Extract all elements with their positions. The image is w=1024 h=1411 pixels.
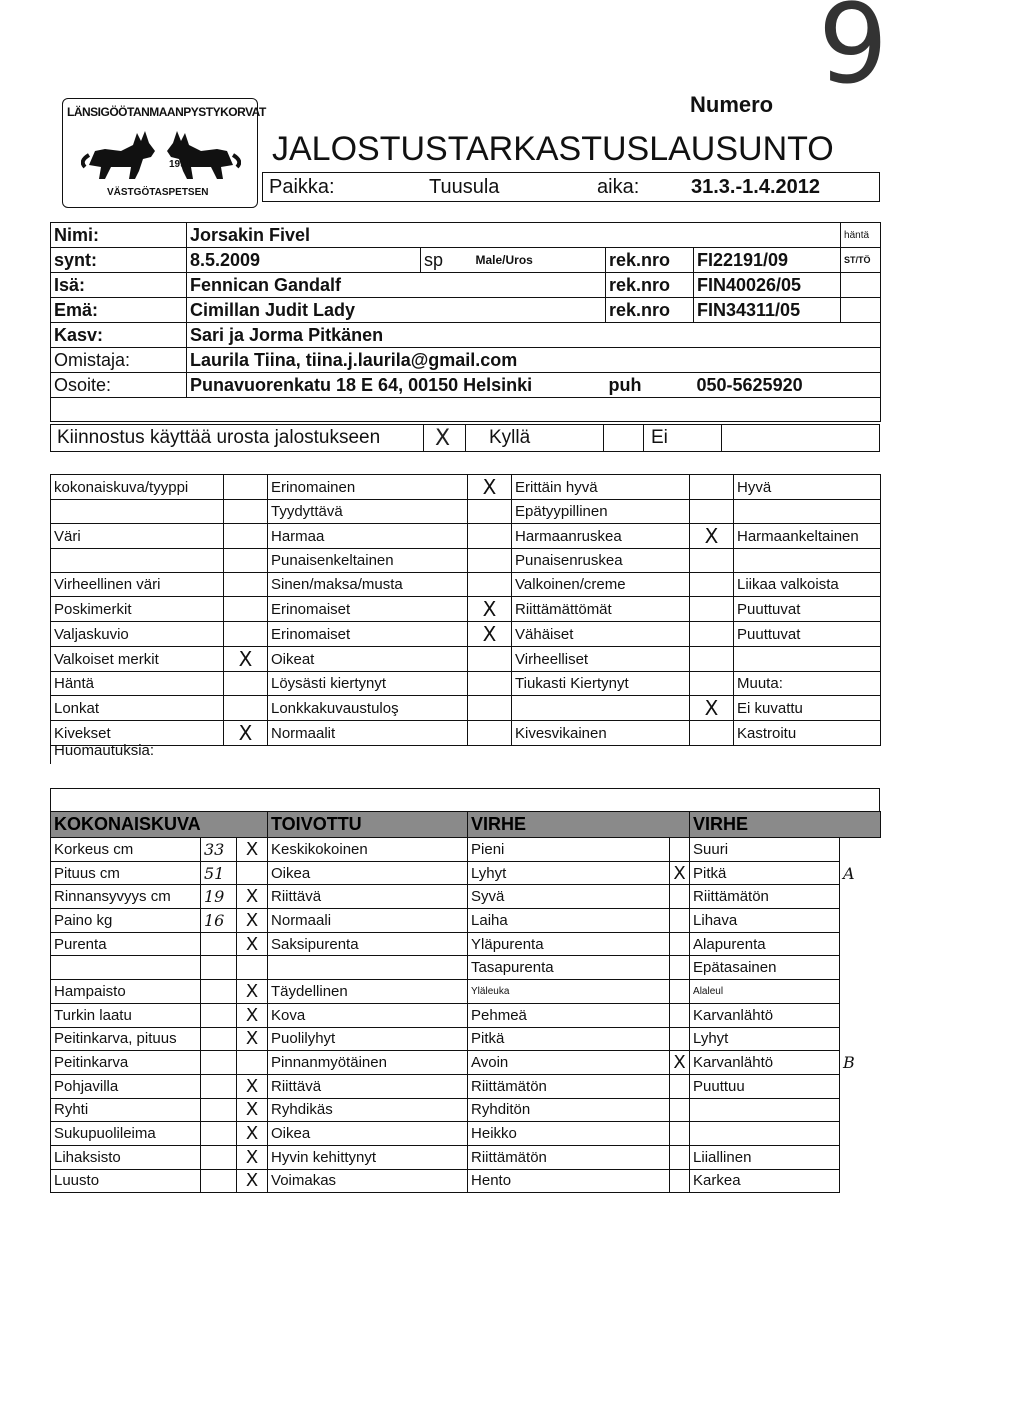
kokonaiskuva-cell: Alaleul [690,980,840,1004]
criteria-row [51,524,881,549]
rek-isa: FIN40026/05 [694,273,841,298]
criteria-cell: Ei kuvattu [734,696,881,721]
rek-label: rek.nro [606,273,694,298]
check-cell [468,524,512,549]
handwritten-cell: 51 [201,861,237,885]
criteria-cell [734,500,881,524]
check-cell [224,549,268,573]
interest-divider [465,425,466,451]
kokonaiskuva-cell: Lihava [690,909,840,933]
remarks-line [50,738,51,764]
kokonaiskuva-cell: Riittämätön [690,885,840,909]
handwritten-cell [840,1169,881,1193]
omistaja-label: Omistaja: [51,348,187,373]
criteria-cell [734,549,881,573]
handwritten-cell [840,980,881,1004]
kokonaiskuva-cell: Puolilyhyt [268,1027,468,1051]
kokonaiskuva-cell: Pohjavilla [51,1074,201,1098]
check-cell [224,622,268,647]
check-cell: X [237,980,268,1004]
criteria-cell: Punaisenruskea [512,549,690,573]
aika-value: 31.3.-1.4.2012 [691,176,820,198]
check-cell [224,500,268,524]
criteria-cell: Erinomaiset [268,622,468,647]
isa-row [51,273,881,298]
criteria-cell: Muuta: [734,672,881,696]
check-cell [670,1169,690,1193]
interest-no: Ei [651,427,668,448]
puh-value: 050-5625920 [694,373,881,398]
rek-label: rek.nro [606,248,694,273]
handwritten-cell [201,1169,237,1193]
place-time-bar [262,172,880,202]
kokonaiskuva-cell: Turkin laatu [51,1003,201,1027]
kokonaiskuva-cell: Riittämätön [468,1074,670,1098]
criteria-cell: Harmaankeltainen [734,524,881,549]
hanta-label: häntä [841,223,881,248]
criteria-cell: Valkoinen/creme [512,573,690,597]
criteria-cell: Harmaa [268,524,468,549]
handwritten-cell [201,1003,237,1027]
check-cell [468,500,512,524]
criteria-cell: Normaalit [268,721,468,746]
check-cell: X [237,932,268,956]
kokonaiskuva-cell: Pinnanmyötäinen [268,1051,468,1075]
page-title: JALOSTUSTARKASTUSLAUSUNTO [272,130,834,168]
check-cell: X [237,1169,268,1193]
kasv-row [51,323,881,348]
kokonaiskuva-cell: Kova [268,1003,468,1027]
rek-label: rek.nro [606,298,694,323]
criteria-row [51,672,881,696]
kokonaiskuva-cell: Paino kg [51,909,201,933]
kokonaiskuva-header: TOIVOTTU [268,812,468,838]
check-cell [224,696,268,721]
criteria-cell: Virheelliset [512,647,690,672]
handwritten-cell: 33 [201,838,237,862]
kokonaiskuva-cell: Riittävä [268,885,468,909]
remarks-label: Huomautuksia: [54,742,155,759]
check-cell: X [468,475,512,500]
sp-value: Male/Uros [473,248,606,273]
kokonaiskuva-cell: Karvanlähtö [690,1051,840,1075]
kokonaiskuva-row [51,861,881,885]
empty-cell [841,273,881,298]
interest-yes: Kyllä [489,427,531,448]
criteria-cell [512,696,690,721]
kokonaiskuva-cell: Avoin [468,1051,670,1075]
kokonaiskuva-cell: Täydellinen [268,980,468,1004]
interest-mark: X [435,426,451,451]
synt-row [51,248,881,273]
omistaja-row [51,348,881,373]
kokonaiskuva-header: KOKONAISKUVA [51,812,268,838]
sp-label: sp [421,248,473,273]
kokonaiskuva-cell: Purenta [51,932,201,956]
check-cell: X [237,1145,268,1169]
kokonaiskuva-cell: Liiallinen [690,1145,840,1169]
kokonaiskuva-row [51,1051,881,1075]
kokonaiskuva-cell: Karvanlähtö [690,1003,840,1027]
criteria-cell [51,549,224,573]
kokonaiskuva-row [51,838,881,862]
handwritten-cell [840,1003,881,1027]
criteria-cell: kokonaiskuva/tyyppi [51,475,224,500]
kokonaiskuva-cell: Laiha [468,909,670,933]
check-cell: X [670,1051,690,1075]
kokonaiskuva-row [51,956,881,980]
criteria-row [51,696,881,721]
check-cell [670,956,690,980]
handwritten-cell [840,1074,881,1098]
logo-top-text: LÄNSIGÖÖTANMAANPYSTYKORVAT [67,105,266,119]
kasv-value: Sari ja Jorma Pitkänen [187,323,881,348]
kokonaiskuva-cell: Pitkä [690,861,840,885]
criteria-cell: Puuttuvat [734,597,881,622]
check-cell [690,597,734,622]
criteria-cell: Sinen/maksa/musta [268,573,468,597]
kokonaiskuva-cell: Peitinkarva, pituus [51,1027,201,1051]
isa-value: Fennican Gandalf [187,273,606,298]
kokonaiskuva-cell: Suuri [690,838,840,862]
kokonaiskuva-cell: Ryhdikäs [268,1098,468,1122]
check-cell [224,672,268,696]
check-cell [224,597,268,622]
kokonaiskuva-cell [690,1122,840,1146]
rek-ema: FIN34311/05 [694,298,841,323]
check-cell [690,672,734,696]
check-cell [690,500,734,524]
check-cell [468,573,512,597]
ema-value: Cimillan Judit Lady [187,298,606,323]
check-cell: X [468,597,512,622]
check-cell [670,1074,690,1098]
check-cell [690,573,734,597]
interest-divider [643,425,644,451]
criteria-cell: Tyydyttävä [268,500,468,524]
paikka-value: Tuusula [429,176,500,198]
check-cell [670,1122,690,1146]
kokonaiskuva-cell: Pitkä [468,1027,670,1051]
handwritten-number: 9 [818,0,888,108]
rek-dog: FI22191/09 [694,248,841,273]
interest-divider [423,425,424,451]
check-cell [468,647,512,672]
logo-bottom-text: VÄSTGÖTASPETSEN [107,187,209,198]
kokonaiskuva-cell: Epätasainen [690,956,840,980]
criteria-row [51,475,881,500]
criteria-cell: Valkoiset merkit [51,647,224,672]
kokonaiskuva-cell: Puuttuu [690,1074,840,1098]
handwritten-cell [201,1027,237,1051]
criteria-cell: Riittämättömät [512,597,690,622]
criteria-cell: Erittäin hyvä [512,475,690,500]
kokonaiskuva-cell: Pituus cm [51,861,201,885]
criteria-row [51,721,881,746]
dog-info-table [50,222,881,422]
handwritten-cell [840,885,881,909]
check-cell [468,672,512,696]
check-cell [670,909,690,933]
handwritten-cell [840,1122,881,1146]
handwritten-cell [201,1074,237,1098]
criteria-row [51,549,881,573]
check-cell [224,524,268,549]
kokonaiskuva-cell: Yläleuka [468,980,670,1004]
handwritten-cell: B [843,1053,855,1073]
check-cell [690,549,734,573]
kokonaiskuva-cell: Luusto [51,1169,201,1193]
check-cell [670,1145,690,1169]
handwritten-cell [840,909,881,933]
kokonaiskuva-cell: Lyhyt [468,861,670,885]
kokonaiskuva-cell: Heikko [468,1122,670,1146]
osoite-value: Punavuorenkatu 18 E 64, 00150 Helsinki [187,373,606,398]
criteria-cell: Poskimerkit [51,597,224,622]
kokonaiskuva-cell: Karkea [690,1169,840,1193]
kokonaiskuva-cell: Saksipurenta [268,932,468,956]
criteria-cell: Lonkat [51,696,224,721]
criteria-cell: Kivekset [51,721,224,746]
interest-row [50,424,880,452]
kokonaiskuva-cell: Lihaksisto [51,1145,201,1169]
kokonaiskuva-cell [690,1098,840,1122]
criteria-cell: Epätyypillinen [512,500,690,524]
check-cell [224,573,268,597]
handwritten-cell: A [843,863,855,883]
st-label: ST/TÖ [841,248,881,273]
empty-cell [841,298,881,323]
nimi-label: Nimi: [51,223,187,248]
handwritten-cell: 19 [201,885,237,909]
kasv-label: Kasv: [51,323,187,348]
kokonaiskuva-cell: Tasapurenta [468,956,670,980]
criteria-cell: Erinomainen [268,475,468,500]
check-cell: X [237,885,268,909]
numero-label: Numero [690,92,774,117]
kokonaiskuva-cell: Pieni [468,838,670,862]
criteria-cell: Virheellinen väri [51,573,224,597]
handwritten-cell [201,956,237,980]
kokonaiskuva-cell: Lyhyt [690,1027,840,1051]
check-cell [670,1003,690,1027]
kokonaiskuva-cell: Oikea [268,1122,468,1146]
kokonaiskuva-cell: Hampaisto [51,980,201,1004]
handwritten-cell [201,1145,237,1169]
interest-divider [603,425,604,451]
kokonaiskuva-header: VIRHE [468,812,690,838]
criteria-cell: Löysästi kiertynyt [268,672,468,696]
kokonaiskuva-cell [268,956,468,980]
check-cell [468,721,512,746]
check-cell: X [237,1074,268,1098]
kokonaiskuva-cell: Alapurenta [690,932,840,956]
kokonaiskuva-row [51,932,881,956]
kokonaiskuva-cell: Syvä [468,885,670,909]
handwritten-cell [201,1051,237,1075]
kokonaiskuva-cell: Normaali [268,909,468,933]
criteria-cell: Kastroitu [734,721,881,746]
kokonaiskuva-cell: Riittämätön [468,1145,670,1169]
kokonaiskuva-table [50,811,881,1193]
nimi-value: Jorsakin Fivel [187,223,841,248]
check-cell [670,980,690,1004]
criteria-cell: Häntä [51,672,224,696]
criteria-cell: Väri [51,524,224,549]
kokonaiskuva-cell: Keskikokoinen [268,838,468,862]
check-cell [670,932,690,956]
check-cell: X [237,1122,268,1146]
criteria-cell: Kivesvikainen [512,721,690,746]
kokonaiskuva-cell: Peitinkarva [51,1051,201,1075]
criteria-table [50,474,881,746]
kokonaiskuva-row [51,980,881,1004]
kokonaiskuva-cell: Voimakas [268,1169,468,1193]
check-cell [468,696,512,721]
club-logo [62,98,266,208]
empty-cell [51,398,881,422]
criteria-cell: Punaisenkeltainen [268,549,468,573]
criteria-cell: Harmaanruskea [512,524,690,549]
handwritten-cell [201,1098,237,1122]
handwritten-cell [840,932,881,956]
check-cell: X [468,622,512,647]
omistaja-value: Laurila Tiina, tiina.j.laurila@gmail.com [187,348,881,373]
check-cell [690,622,734,647]
criteria-row [51,597,881,622]
handwritten-cell [201,932,237,956]
kokonaiskuva-row [51,1003,881,1027]
check-cell: X [224,721,268,746]
criteria-row [51,622,881,647]
check-cell [690,721,734,746]
kokonaiskuva-row [51,885,881,909]
criteria-cell: Tiukasti Kiertynyt [512,672,690,696]
isa-label: Isä: [51,273,187,298]
criteria-cell: Erinomaiset [268,597,468,622]
criteria-cell: Liikaa valkoista [734,573,881,597]
synt-label: synt: [51,248,187,273]
handwritten-cell: 16 [201,909,237,933]
check-cell [237,956,268,980]
check-cell: X [237,1027,268,1051]
check-cell [670,885,690,909]
check-cell: X [237,1098,268,1122]
kokonaiskuva-row [51,1122,881,1146]
synt-value: 8.5.2009 [187,248,421,273]
handwritten-cell [201,980,237,1004]
check-cell [237,861,268,885]
criteria-cell: Valjaskuvio [51,622,224,647]
kokonaiskuva-cell: Pehmeä [468,1003,670,1027]
kokonaiskuva-cell: Riittävä [268,1074,468,1098]
kokonaiskuva-row [51,909,881,933]
check-cell [224,475,268,500]
osoite-label: Osoite: [51,373,187,398]
ema-row [51,298,881,323]
paikka-label: Paikka: [269,176,335,198]
check-cell: X [237,909,268,933]
kokonaiskuva-cell: Korkeus cm [51,838,201,862]
check-cell [468,549,512,573]
aika-label: aika: [597,176,640,198]
check-cell [670,1027,690,1051]
dog-silhouettes-icon [81,121,241,183]
kokonaiskuva-row [51,1074,881,1098]
check-cell [670,1098,690,1122]
handwritten-cell [840,956,881,980]
kokonaiskuva-cell: Ryhti [51,1098,201,1122]
puh-label: puh [606,373,694,398]
ema-label: Emä: [51,298,187,323]
interest-divider [721,425,722,451]
criteria-cell: Vähäiset [512,622,690,647]
criteria-cell: Hyvä [734,475,881,500]
osoite-row [51,373,881,398]
criteria-row [51,573,881,597]
handwritten-cell [201,1122,237,1146]
kokonaiskuva-cell: Sukupuolileima [51,1122,201,1146]
kokonaiskuva-row [51,1027,881,1051]
criteria-cell: Puuttuvat [734,622,881,647]
check-cell: X [224,647,268,672]
check-cell: X [670,861,690,885]
kokonaiskuva-cell: Ryhditön [468,1098,670,1122]
check-cell [670,838,690,862]
kokonaiskuva-cell: Oikea [268,861,468,885]
check-cell: X [237,1003,268,1027]
kokonaiskuva-cell: Yläpurenta [468,932,670,956]
handwritten-cell [840,1145,881,1169]
criteria-cell [734,647,881,672]
handwritten-cell [840,838,881,862]
handwritten-cell [840,1027,881,1051]
kokonaiskuva-cell: Rinnansyvyys cm [51,885,201,909]
kokonaiskuva-header-row [51,812,881,838]
kokonaiskuva-cell: Hyvin kehittynyt [268,1145,468,1169]
kokonaiskuva-top-box [50,788,880,812]
check-cell [690,647,734,672]
kokonaiskuva-row [51,1169,881,1193]
criteria-cell: Lonkkakuvaustuloş [268,696,468,721]
criteria-cell: Oikeat [268,647,468,672]
logo-year: 1991 [169,159,192,170]
blank-row [51,398,881,422]
kokonaiskuva-cell: Hento [468,1169,670,1193]
kokonaiskuva-row [51,1098,881,1122]
criteria-row [51,647,881,672]
criteria-cell [51,500,224,524]
check-cell: X [690,524,734,549]
handwritten-cell [840,1098,881,1122]
kokonaiskuva-header: VIRHE [690,812,881,838]
kokonaiskuva-row [51,1145,881,1169]
check-cell [690,475,734,500]
check-cell: X [690,696,734,721]
check-cell: X [237,838,268,862]
interest-label: Kiinnostus käyttää urosta jalostukseen [57,427,381,448]
check-cell [237,1051,268,1075]
criteria-row [51,500,881,524]
nimi-row [51,223,881,248]
kokonaiskuva-cell [51,956,201,980]
